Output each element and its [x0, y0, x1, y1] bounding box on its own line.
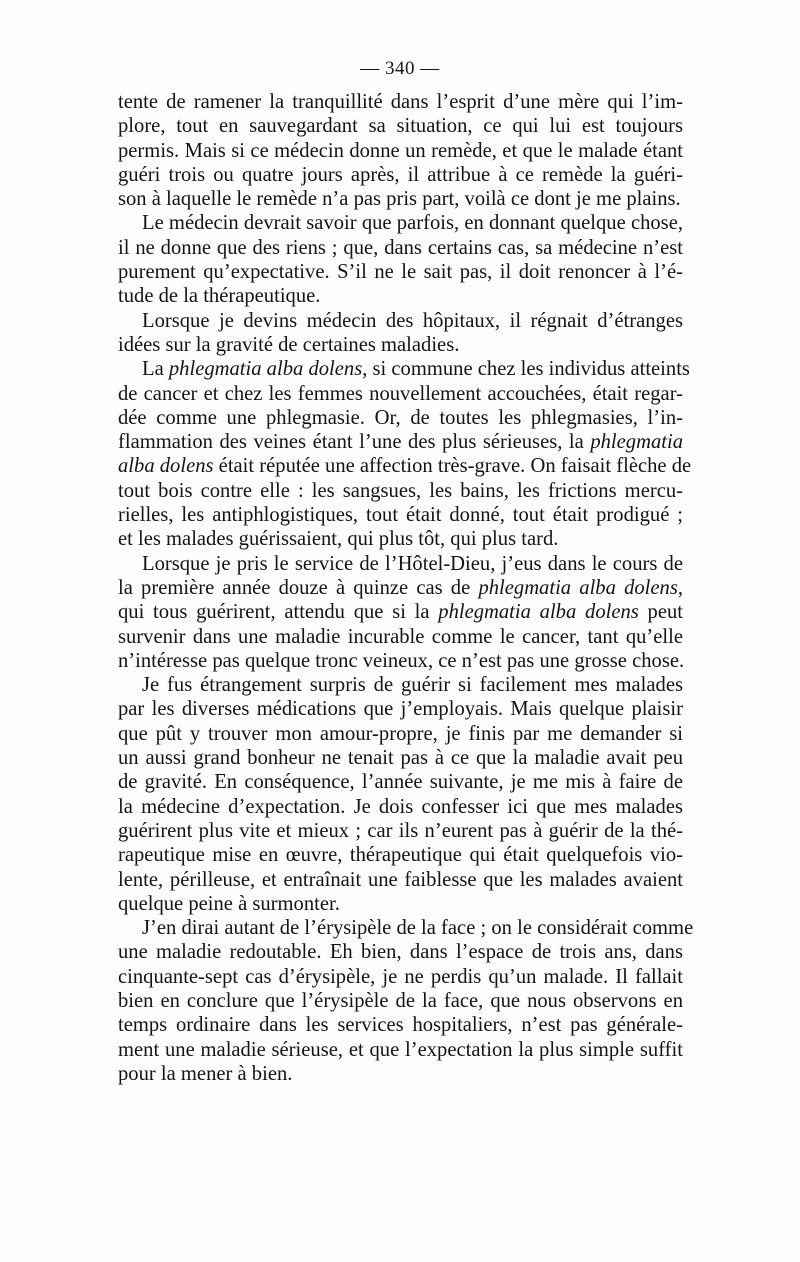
text-run: J’en dirai autant de l’érysipèle de la face ; on le considérait comme	[142, 917, 694, 940]
text-line	[118, 770, 683, 794]
paragraph	[118, 673, 683, 916]
text-run: tude de la thérapeutique.	[118, 285, 321, 308]
text-run: de gravité. En conséquence, l’année suivante, je me mis à faire de	[118, 771, 683, 794]
text-run: lente, périlleuse, et entraînait une faiblesse que les malades avaient	[118, 868, 683, 891]
text-line	[118, 187, 683, 211]
text-line	[118, 552, 683, 576]
text-line	[118, 357, 690, 381]
italic-text: alba dolens	[118, 455, 214, 478]
text-line	[118, 260, 683, 284]
text-run: idées sur la gravité de certaines maladies.	[118, 333, 460, 356]
text-line	[118, 430, 683, 454]
text-line	[118, 892, 683, 916]
text-line	[118, 600, 683, 624]
text-run: une maladie redoutable. Eh bien, dans l’espace de trois ans, dans	[118, 941, 683, 964]
text-run: était réputée une affection très-grave. On faisait flèche de	[213, 455, 692, 478]
paragraph	[118, 552, 683, 673]
text-run: bien en conclure que l’érysipèle de la face, que nous observons en	[118, 989, 683, 1012]
text-run: de cancer et chez les femmes nouvellement accouchées, était regar-	[118, 382, 683, 405]
text-run: Lorsque je pris le service de l’Hôtel-Dieu, j’eus dans le cours de	[142, 552, 683, 575]
text-line	[118, 454, 692, 478]
italic-text: phlegmatia alba dolens	[438, 601, 639, 624]
text-line	[118, 90, 683, 114]
text-run: La	[142, 358, 169, 381]
text-run: son à laquelle le remède n’a pas pris part, voilà ce dont je me plains.	[118, 188, 681, 211]
text-run: et les malades guérissaient, qui plus tôt, qui plus tard.	[118, 528, 559, 551]
text-line	[118, 722, 683, 746]
body-text	[118, 90, 694, 1086]
text-run: qui tous guérirent, attendu que si la	[118, 601, 439, 624]
text-line	[118, 746, 683, 770]
text-line	[118, 114, 683, 138]
text-run: un aussi grand bonheur ne tenait pas à ce que la maladie avait peu	[118, 747, 683, 770]
italic-text: phlegmatia alba dolens	[168, 358, 363, 381]
text-line	[118, 795, 683, 819]
text-run: par les diverses médications que j’employais. Mais quelque plaisir	[118, 698, 683, 721]
text-run: ,	[677, 576, 683, 599]
text-line	[118, 1038, 683, 1062]
text-run: temps ordinaire dans les services hospitaliers, n’est pas générale-	[118, 1014, 683, 1037]
text-run: flammation des veines étant l’une des plus sérieuses, la	[118, 431, 591, 454]
text-run: Lorsque je devins médecin des hôpitaux, il régnait d’étranges	[142, 309, 683, 332]
text-line	[118, 940, 683, 964]
text-run: la première année douze à quinze cas de	[118, 576, 479, 599]
page-number: — 340 —	[360, 58, 440, 79]
text-run: dée comme une phlegmasie. Or, de toutes les phlegmasies, l’in-	[118, 406, 683, 429]
text-run: survenir dans une maladie incurable comme le cancer, tant qu’elle	[118, 625, 683, 648]
text-line	[118, 309, 683, 333]
paragraph	[118, 90, 683, 211]
paragraph	[118, 309, 683, 358]
text-line	[118, 989, 683, 1013]
text-run: plore, tout en sauvegardant sa situation, ce qui lui est toujours	[118, 115, 683, 138]
text-run: que pût y trouver mon amour-propre, je finis par me demander si	[118, 722, 683, 745]
text-run: Le médecin devrait savoir que parfois, en donnant quelque chose,	[142, 212, 683, 235]
text-run: pour la mener à bien.	[118, 1062, 293, 1085]
text-line	[118, 479, 683, 503]
paragraph	[118, 916, 694, 1086]
text-run: permis. Mais si ce médecin donne un remède, et que le malade étant	[118, 139, 683, 162]
text-run: Je fus étrangement surpris de guérir si facilement mes malades	[142, 674, 683, 697]
text-run: , si commune chez les individus atteints	[362, 358, 690, 381]
italic-text: phlegmatia	[590, 431, 683, 454]
text-line	[118, 576, 683, 600]
text-line	[118, 503, 683, 527]
text-line	[118, 284, 683, 308]
text-line	[118, 333, 683, 357]
text-line	[118, 1013, 683, 1037]
text-line	[118, 843, 683, 867]
text-run: n’intéresse pas quelque tronc veineux, ce n’est pas une grosse chose.	[118, 649, 685, 672]
text-run: il ne donne que des riens ; que, dans certains cas, sa médecine n’est	[118, 236, 683, 259]
text-line	[118, 382, 683, 406]
italic-text: phlegmatia alba dolens	[478, 576, 678, 599]
text-line	[118, 697, 683, 721]
text-line	[118, 211, 683, 235]
text-line	[118, 673, 683, 697]
paragraph	[118, 211, 683, 308]
paragraph	[118, 357, 692, 551]
text-line	[118, 649, 683, 673]
text-line	[118, 965, 683, 989]
text-line	[118, 1062, 683, 1086]
text-line	[118, 527, 683, 551]
text-run: peut	[638, 601, 683, 624]
text-line	[118, 139, 683, 163]
text-line	[118, 625, 683, 649]
text-run: rielles, les antiphlogistiques, tout était donné, tout était prodigué ;	[118, 504, 683, 527]
text-run: rapeutique mise en œuvre, thérapeutique qui était quelquefois vio-	[118, 844, 683, 867]
text-line	[118, 916, 694, 940]
text-line	[118, 163, 683, 187]
text-line	[118, 236, 683, 260]
text-run: guérirent plus vite et mieux ; car ils n’eurent pas à guérir de la thé-	[118, 819, 683, 842]
text-run: guéri trois ou quatre jours après, il attribue à ce remède la guéri-	[118, 163, 683, 186]
text-run: quelque peine à surmonter.	[118, 892, 340, 915]
text-run: tout bois contre elle : les sangsues, les bains, les frictions mercu-	[118, 479, 683, 502]
text-line	[118, 868, 683, 892]
text-line	[118, 819, 683, 843]
text-run: purement qu’expectative. S’il ne le sait pas, il doit renoncer à l’é-	[118, 261, 683, 284]
text-run: la médecine d’expectation. Je dois confesser ici que mes malades	[118, 795, 683, 818]
text-run: tente de ramener la tranquillité dans l’esprit d’une mère qui l’im-	[118, 91, 683, 113]
text-line	[118, 406, 683, 430]
text-run: ment une maladie sérieuse, et que l’expectation la plus simple suffit	[118, 1038, 683, 1061]
text-run: cinquante-sept cas d’érysipèle, je ne perdis qu’un malade. Il fallait	[118, 965, 683, 988]
